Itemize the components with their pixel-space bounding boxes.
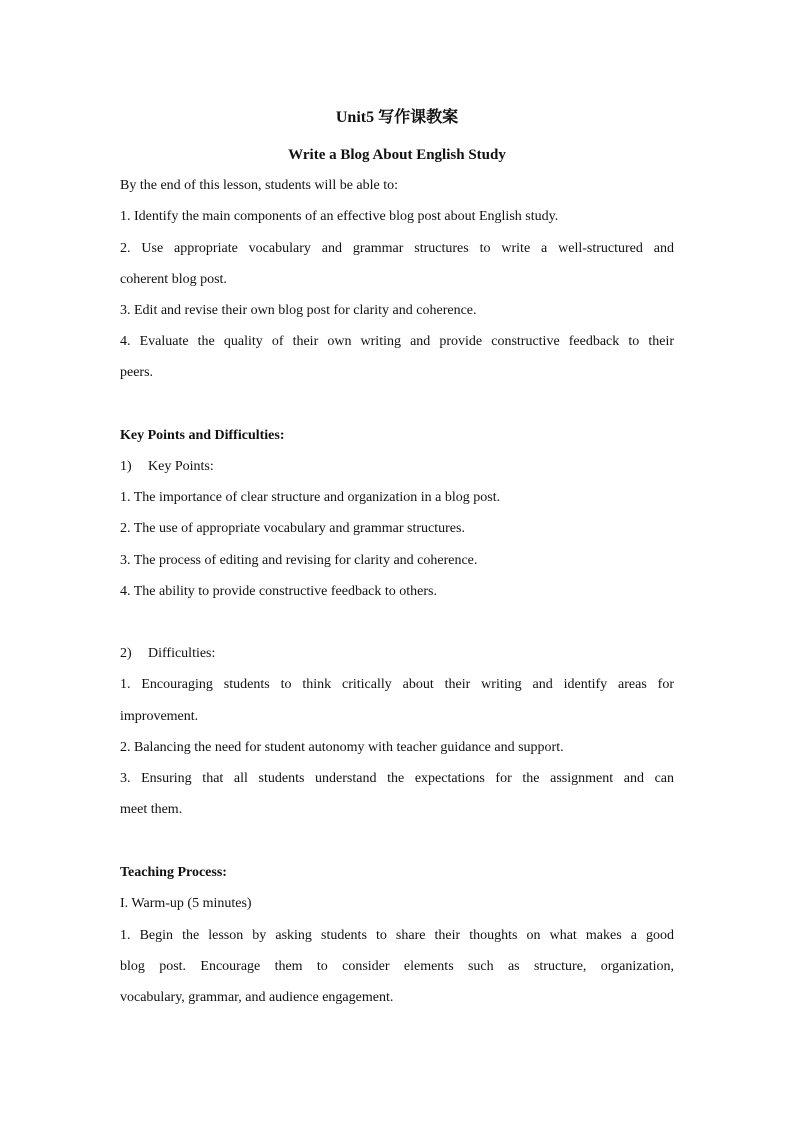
difficulties-label: Difficulties: xyxy=(148,646,216,661)
objective-3: 3. Edit and revise their own blog post for clarity and coherence. xyxy=(120,303,477,318)
key-points-label: Key Points: xyxy=(148,459,214,474)
key-point-3: 3. The process of editing and revising for clarity and coherence. xyxy=(120,553,478,568)
difficulty-3-line-2: meet them. xyxy=(120,802,183,817)
key-point-4: 4. The ability to provide constructive feedback to others. xyxy=(120,584,437,599)
key-points-heading: Key Points and Difficulties: xyxy=(120,428,285,443)
objective-4-line-2: peers. xyxy=(120,365,154,380)
objective-2-line-1: 2. Use appropriate vocabulary and grammar structures to write a well-structured and xyxy=(120,241,674,256)
difficulty-1-line-1: 1. Encouraging students to think critically about their writing and identify areas for xyxy=(120,677,674,692)
objectives-intro: By the end of this lesson, students will be able to: xyxy=(120,178,399,193)
document-subtitle: Write a Blog About English Study xyxy=(288,147,506,163)
objective-1: 1. Identify the main components of an effective blog post about English study. xyxy=(120,209,559,224)
warm-up-step-1-line-2: blog post. Encourage them to consider elements such as structure, organization, xyxy=(120,959,674,974)
key-point-2: 2. The use of appropriate vocabulary and grammar structures. xyxy=(120,521,465,536)
difficulty-2: 2. Balancing the need for student autonomy with teacher guidance and support. xyxy=(120,740,564,755)
difficulties-subheading xyxy=(120,645,674,663)
objective-2-line-2: coherent blog post. xyxy=(120,272,227,287)
difficulties-number: 2) xyxy=(120,646,132,661)
warm-up-step-1-line-1: 1. Begin the lesson by asking students to share their thoughts on what makes a good xyxy=(120,928,674,943)
difficulty-3-line-1: 3. Ensuring that all students understand the expectations for the assignment and can xyxy=(120,771,674,786)
objective-4-line-1: 4. Evaluate the quality of their own writing and provide constructive feedback to their xyxy=(120,334,674,349)
document-title: Unit5 写作课教案 xyxy=(335,109,459,126)
key-point-1: 1. The importance of clear structure and organization in a blog post. xyxy=(120,490,501,505)
key-points-number: 1) xyxy=(120,459,132,474)
warm-up-heading: I. Warm-up (5 minutes) xyxy=(120,896,252,911)
key-points-subheading xyxy=(120,458,674,476)
difficulty-1-line-2: improvement. xyxy=(120,709,199,724)
teaching-process-heading: Teaching Process: xyxy=(120,865,227,880)
warm-up-step-1-line-3: vocabulary, grammar, and audience engagement. xyxy=(120,990,394,1005)
